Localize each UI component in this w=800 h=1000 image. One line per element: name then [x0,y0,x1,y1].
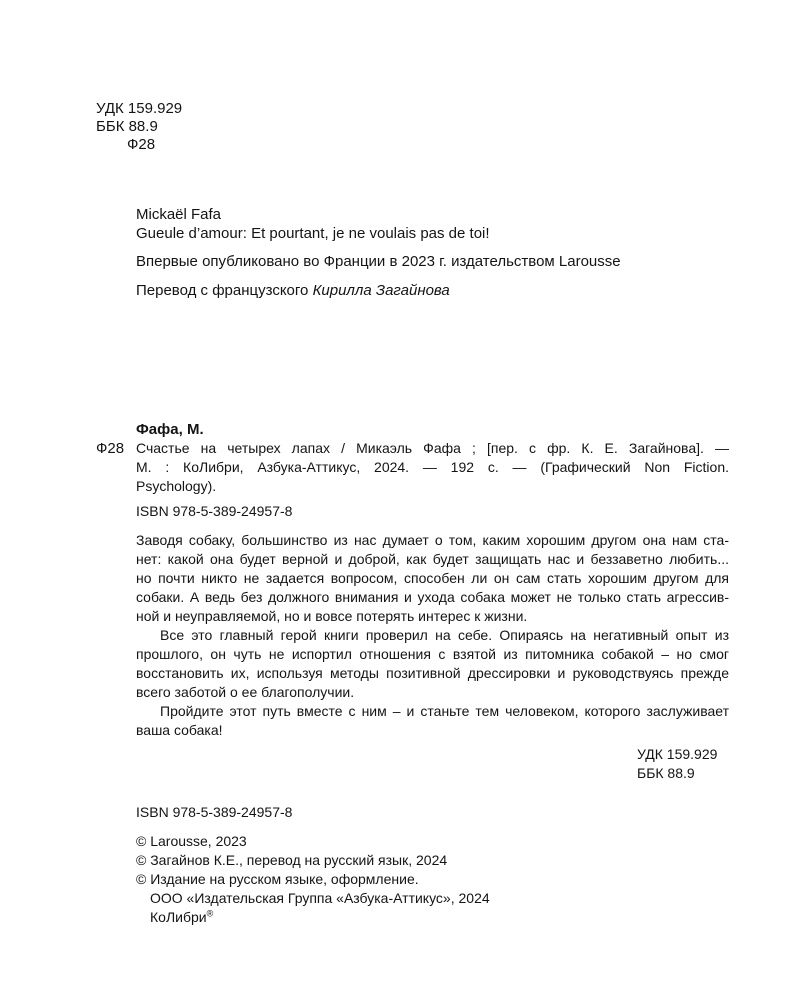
annotation-line: ной и неуправляемой, но и вовсе потерять интерес к жизни. [136,608,528,624]
record-line: М. : КоЛибри, Азбука-Аттикус, 2024. — 192 с. — (Графический Non Fiction. [136,459,729,475]
original-title: Gueule d’amour: Et pourtant, je ne voulais pas de toi! [136,225,490,242]
record-line: Psychology). [136,478,217,494]
copyright-line: © Загайнов К.Е., перевод на русский язык, 2024 [136,852,448,868]
copyright-isbn: ISBN 978-5-389-24957-8 [136,804,293,820]
annotation-line: прошлого, он чуть не испортил отношения с взятой из питомника собакой – но смог [136,646,729,662]
translator-name: Кирилла Загайнова [312,282,450,299]
bbk-code-top: ББК 88.9 [96,118,158,135]
annotation-line: нет: какой она будет верной и доброй, как будет защищать нас и беззаветно любить... [136,551,729,567]
copyright-line: © Издание на русском языке, оформление. [136,871,419,887]
copyright-line: © Larousse, 2023 [136,833,247,849]
annotation-line: восстановить их, используя методы позитивной дрессировки и руководствуясь прежде [136,665,729,681]
annotation-line: Пройдите этот путь вместе с ним – и станьте тем человеком, которого заслуживает [160,703,729,719]
record-line: Счастье на четырех лапах / Микаэль Фафа ; [пер. с фр. К. Е. Загайнова]. — [136,440,729,456]
copyright-line: ООО «Издательская Группа «Азбука-Аттикус», 2024 [150,890,490,906]
udk-code-top: УДК 159.929 [96,100,183,117]
translation-note [136,281,450,300]
bbk-code-bottom: ББК 88.9 [637,765,695,781]
annotation-line: ваша собака! [136,722,223,738]
annotation-line: Все это главный герой книги проверил на себе. Опираясь на негативный опыт из [160,627,729,643]
record-heading: Фафа, М. [136,421,204,438]
annotation-line: но почти никто не задается вопросом, способен ли он сам стать хорошим другом для [136,570,729,586]
udk-code-bottom: УДК 159.929 [637,746,718,762]
annotation-line: всего заботой о ее благополучии. [136,684,355,700]
registered-mark-icon: ® [206,908,214,919]
translation-prefix: Перевод с французского [136,282,309,299]
record-isbn: ISBN 978-5-389-24957-8 [136,503,293,519]
original-author: Mickaël Fafa [136,206,222,223]
first-published-note: Впервые опубликовано во Франции в 2023 г. издательством Larousse [136,253,621,270]
annotation-line: собаки. А ведь без должного внимания и ухода собака может не только стать агрессив- [136,589,729,605]
publisher-imprint: КоЛибри [150,909,207,925]
author-sign-top: Ф28 [127,136,156,153]
annotation-line: Заводя собаку, большинство из нас думает о том, каким хорошим другом она нам ста- [136,532,729,548]
copyright-publisher [150,908,213,927]
author-sign-record: Ф28 [96,440,125,457]
